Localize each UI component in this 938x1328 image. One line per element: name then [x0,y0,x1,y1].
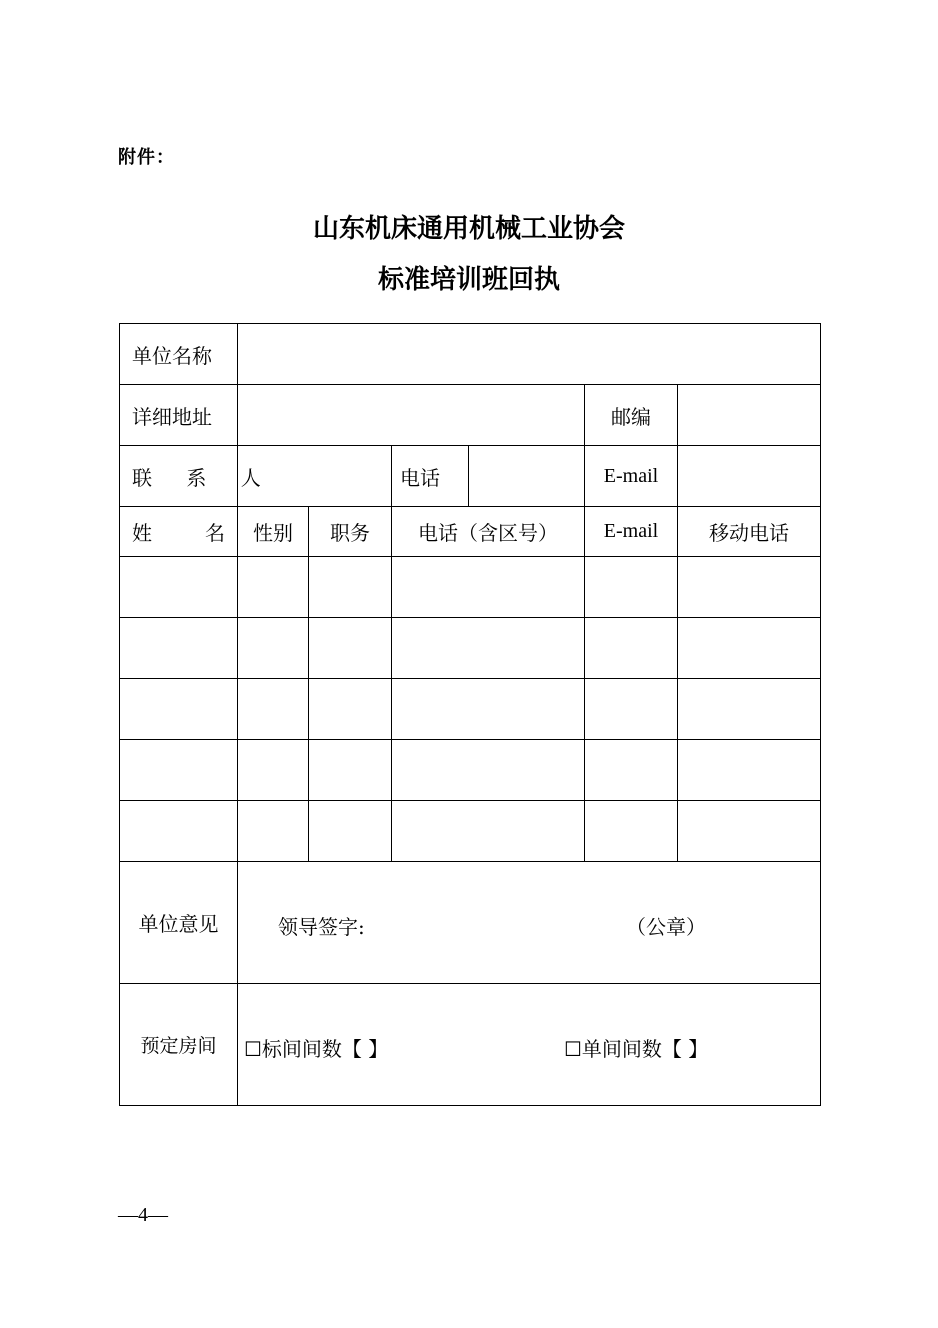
cell-position[interactable] [309,679,392,740]
address-label: 详细地址 [120,385,238,446]
cell-name[interactable] [120,618,238,679]
document-subtitle: 标准培训班回执 [377,265,560,295]
email-field[interactable] [678,446,821,507]
room-field [238,984,821,1106]
cell-phone[interactable] [392,618,585,679]
cell-name[interactable] [120,679,238,740]
header-name-right: 名 [205,521,225,545]
address-field[interactable] [238,385,585,446]
cell-gender[interactable] [238,618,309,679]
postcode-label: 邮编 [585,385,678,446]
cell-email[interactable] [585,740,678,801]
cell-gender[interactable] [238,801,309,862]
table-row [120,740,821,801]
cell-phone[interactable] [392,557,585,618]
header-name [120,507,238,557]
cell-name[interactable] [120,557,238,618]
cell-mobile[interactable] [678,801,821,862]
page-number: —4— [118,1204,168,1226]
cell-gender[interactable] [238,557,309,618]
unit-name-field[interactable] [238,324,821,385]
official-seal-label: （公章） [626,914,706,939]
table-row [120,679,821,740]
attachment-label: 附件： [118,147,175,168]
header-gender: 性别 [238,507,309,557]
contact-label-text: 联 系 人 [132,465,275,490]
phone-field[interactable] [469,446,585,507]
cell-mobile[interactable] [678,740,821,801]
header-mobile: 移动电话 [678,507,821,557]
contact-label [120,446,275,507]
document-title: 山东机床通用机械工业协会 [312,214,625,244]
table-row [120,801,821,862]
header-name-left: 姓 [132,521,152,545]
registration-form-table [119,323,821,1106]
header-email: E-mail [585,507,678,557]
header-phone-area: 电话（含区号） [392,507,585,557]
single-room-option[interactable]: ☐单间间数【 】 [564,1036,709,1061]
email-label: E-mail [585,446,678,507]
leader-signature-label: 领导签字: [278,914,365,939]
cell-gender[interactable] [238,679,309,740]
opinion-field[interactable] [238,862,821,984]
cell-email[interactable] [585,679,678,740]
cell-email[interactable] [585,801,678,862]
room-label: 预定房间 [120,984,238,1106]
cell-mobile[interactable] [678,679,821,740]
cell-phone[interactable] [392,740,585,801]
cell-position[interactable] [309,557,392,618]
cell-phone[interactable] [392,801,585,862]
standard-room-option[interactable]: ☐标间间数【 】 [244,1036,389,1061]
cell-name[interactable] [120,740,238,801]
cell-position[interactable] [309,801,392,862]
opinion-label: 单位意见 [120,862,238,984]
cell-email[interactable] [585,557,678,618]
table-row [120,618,821,679]
cell-position[interactable] [309,618,392,679]
cell-mobile[interactable] [678,557,821,618]
cell-name[interactable] [120,801,238,862]
phone-label: 电话 [392,446,469,507]
unit-name-label: 单位名称 [120,324,238,385]
cell-phone[interactable] [392,679,585,740]
header-position: 职务 [309,507,392,557]
cell-email[interactable] [585,618,678,679]
cell-gender[interactable] [238,740,309,801]
cell-mobile[interactable] [678,618,821,679]
table-row [120,557,821,618]
postcode-field[interactable] [678,385,821,446]
cell-position[interactable] [309,740,392,801]
